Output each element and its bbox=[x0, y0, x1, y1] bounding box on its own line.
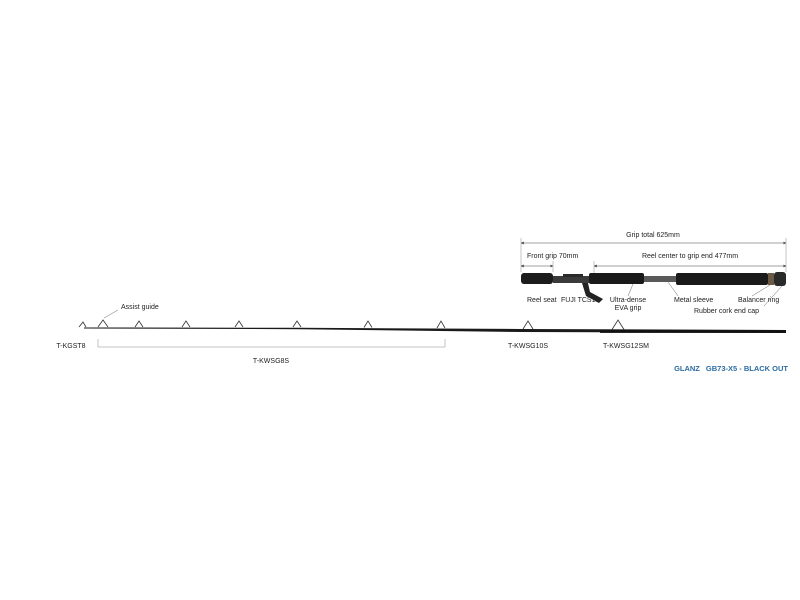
product-title bbox=[674, 364, 788, 373]
front-grip-label: Front grip 70mm bbox=[527, 253, 579, 260]
guide-label-mid: T-KWSG10S bbox=[507, 343, 549, 350]
eva-grip-label-line1: Ultra-dense bbox=[609, 297, 647, 304]
end-cap-label: Rubber cork end cap bbox=[694, 308, 759, 315]
guide-group-bracket bbox=[98, 339, 445, 347]
reel-center-label: Reel center to grip end 477mm bbox=[641, 253, 739, 260]
end-cap bbox=[774, 272, 786, 286]
guide-label-butt: T-KWSG12SM bbox=[603, 343, 649, 350]
guide-label-tip: T-KGST8 bbox=[56, 343, 86, 350]
guide-6 bbox=[437, 321, 445, 328]
product-model: GB73-X5 - BLACK OUT bbox=[705, 364, 788, 373]
product-name: GLANZ bbox=[674, 364, 700, 373]
balancer-ring bbox=[768, 273, 774, 285]
metal-sleeve-label: Metal sleeve bbox=[674, 297, 714, 304]
grip-total-label: Grip total 625mm bbox=[626, 232, 680, 239]
guide-8 bbox=[612, 320, 624, 330]
reel-seat-model-label: FUJI TCS18 bbox=[561, 297, 600, 304]
guide-4 bbox=[293, 321, 301, 327]
guide-label-group: T-KWSG8S bbox=[252, 358, 290, 365]
reel-seat-label: Reel seat bbox=[527, 297, 557, 304]
balancer-ring-label: Balancer ring bbox=[738, 297, 780, 304]
tip-guide bbox=[79, 322, 86, 327]
front-grip bbox=[521, 273, 553, 284]
assist-guide bbox=[98, 320, 108, 327]
eva-grip-butt bbox=[676, 273, 768, 285]
assist-guide-label: Assist guide bbox=[121, 304, 159, 311]
guide-2 bbox=[182, 321, 190, 327]
reel-seat bbox=[553, 276, 589, 283]
dimension-front-grip bbox=[521, 253, 579, 272]
eva-grip-label-line2: EVA grip bbox=[614, 305, 642, 312]
rod-blank bbox=[84, 328, 786, 334]
guide-5 bbox=[364, 321, 372, 328]
guide-7 bbox=[523, 321, 533, 329]
guide-3 bbox=[235, 321, 243, 327]
dimension-reel-center bbox=[594, 253, 786, 276]
eva-grip-rear bbox=[589, 273, 644, 284]
metal-sleeve bbox=[644, 276, 676, 282]
guide-1 bbox=[135, 321, 143, 327]
